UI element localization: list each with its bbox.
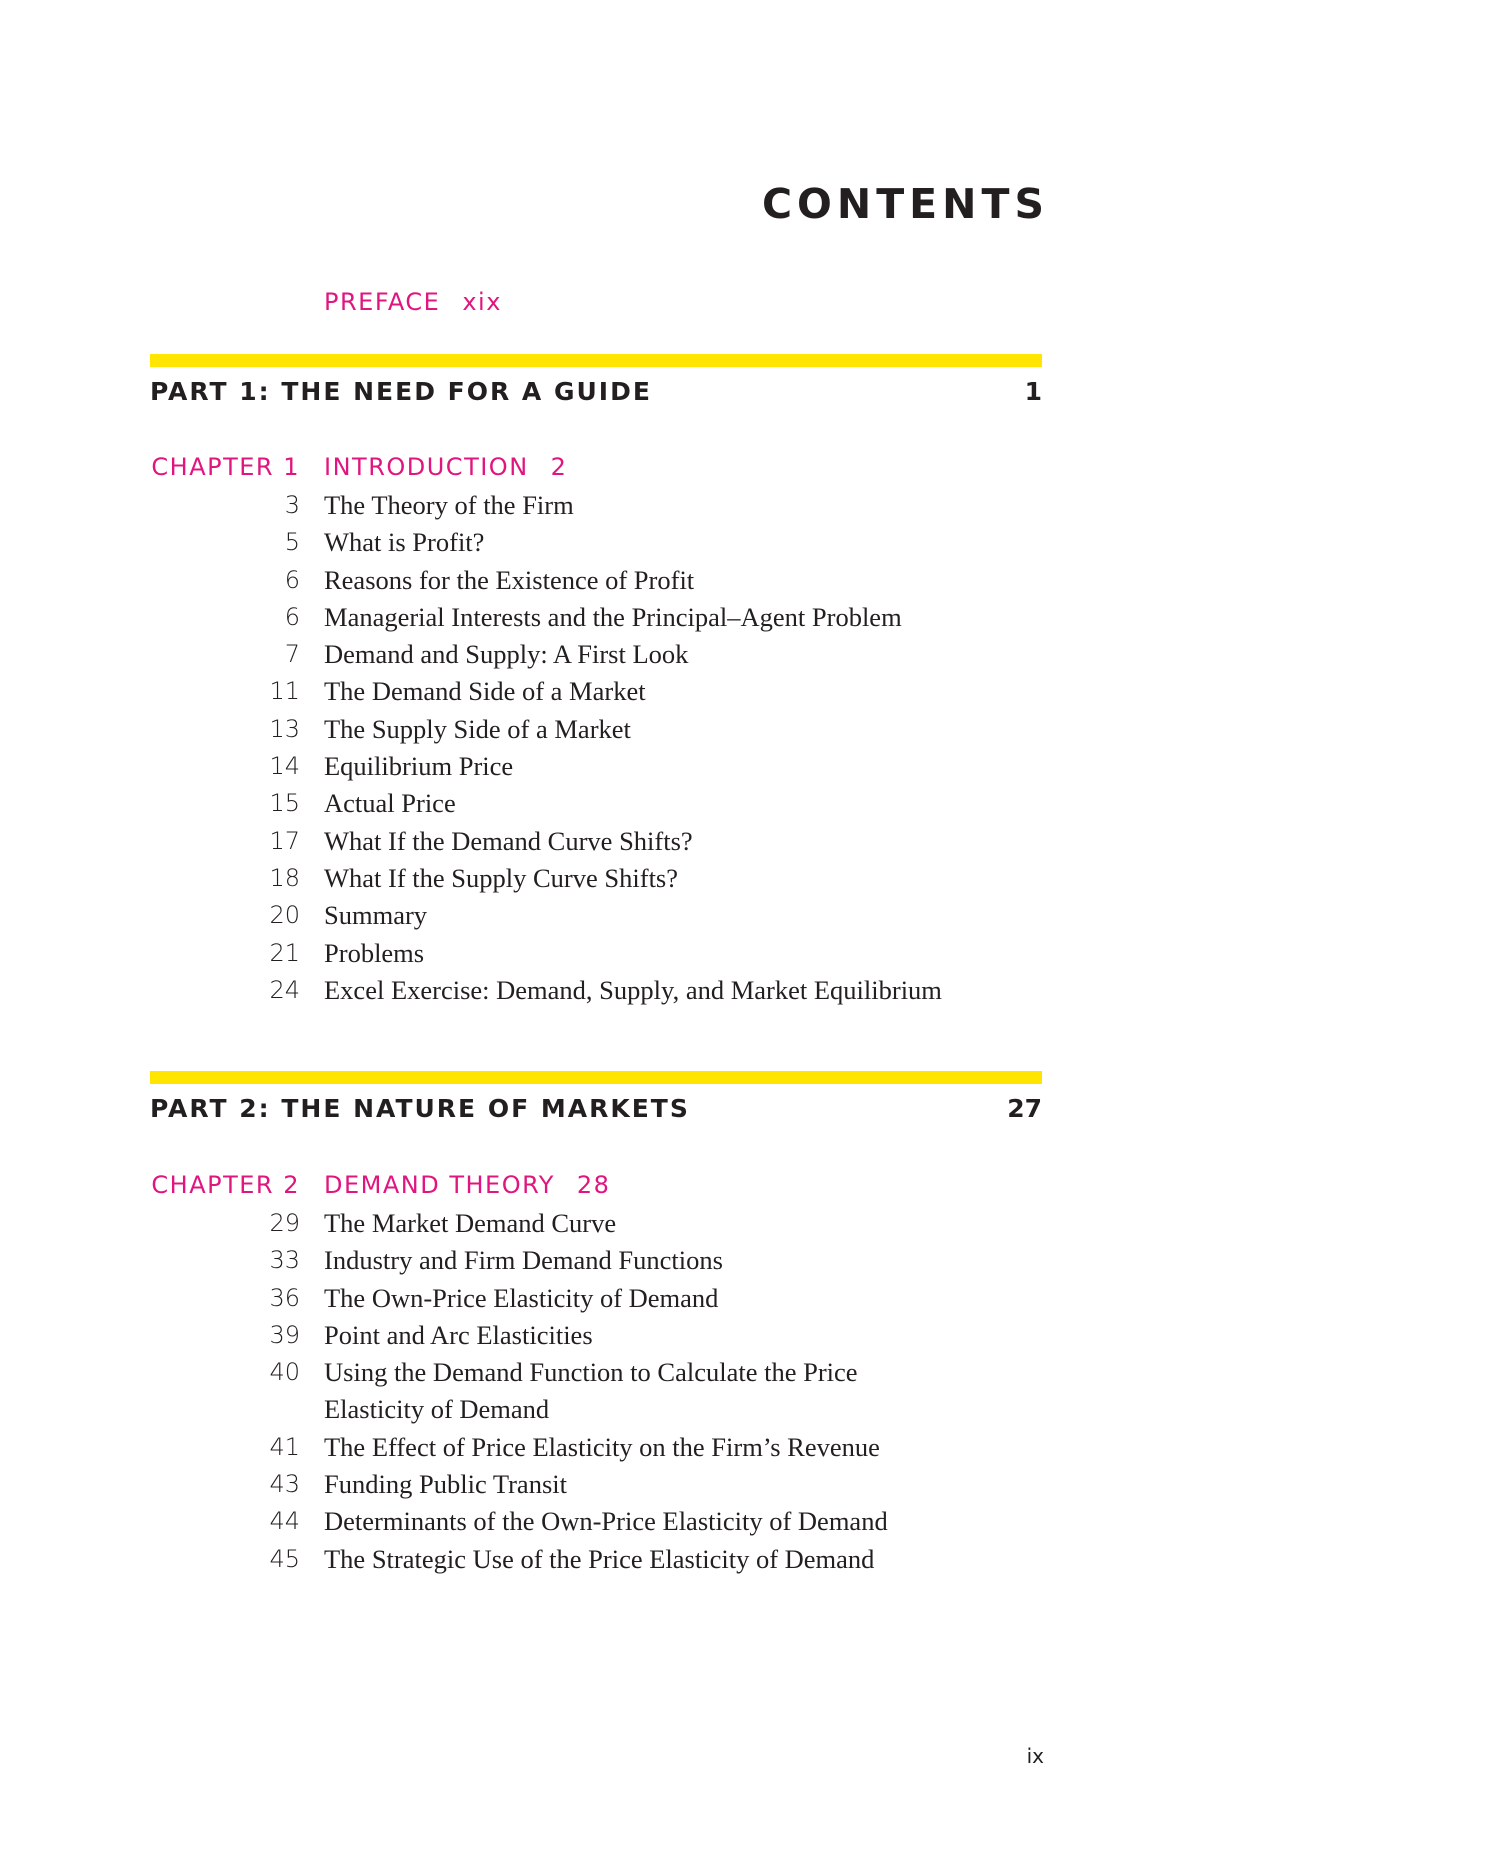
entry-page: 33 bbox=[269, 1246, 300, 1275]
entry-title: The Demand Side of a Market bbox=[324, 676, 646, 707]
toc-entry[interactable] bbox=[0, 897, 1100, 934]
toc-entry[interactable] bbox=[0, 1242, 1100, 1279]
entry-page: 5 bbox=[284, 528, 300, 557]
entry-page: 44 bbox=[269, 1507, 300, 1536]
entry-page: 6 bbox=[284, 602, 300, 631]
toc-entry[interactable] bbox=[0, 673, 1100, 710]
toc-entry[interactable] bbox=[0, 1317, 1100, 1354]
chapter-2-label: CHAPTER 2 bbox=[151, 1171, 300, 1199]
entry-title: What is Profit? bbox=[324, 527, 485, 558]
entry-page: 14 bbox=[269, 752, 300, 781]
entry-page: 3 bbox=[284, 491, 300, 519]
toc-entry[interactable] bbox=[0, 1280, 1100, 1317]
entry-page: 41 bbox=[269, 1432, 300, 1461]
entry-page: 24 bbox=[269, 975, 300, 1004]
entry-title: What If the Supply Curve Shifts? bbox=[324, 862, 679, 893]
part-2-title-row[interactable] bbox=[150, 1092, 1042, 1126]
entry-title: What If the Demand Curve Shifts? bbox=[324, 825, 693, 856]
entry-page: 18 bbox=[269, 863, 300, 892]
toc-entry[interactable] bbox=[0, 487, 1100, 524]
entry-page: 20 bbox=[269, 901, 300, 930]
entry-title: Actual Price bbox=[324, 788, 456, 819]
part-1-page: 1 bbox=[1024, 377, 1042, 406]
toc-entry[interactable] bbox=[0, 748, 1100, 785]
toc-entry[interactable] bbox=[0, 1466, 1100, 1503]
toc-entry[interactable] bbox=[0, 562, 1100, 599]
entry-title: Problems bbox=[324, 937, 425, 968]
page-folio: ix bbox=[1026, 1744, 1044, 1768]
entry-title: Demand and Supply: A First Look bbox=[324, 639, 689, 670]
preface-label: PREFACE bbox=[324, 288, 441, 316]
part-1-title-row[interactable] bbox=[150, 375, 1042, 409]
toc-entry[interactable] bbox=[0, 1429, 1100, 1466]
entry-title: Summary bbox=[324, 900, 428, 931]
entry-title: The Market Demand Curve bbox=[324, 1208, 617, 1238]
entry-page: 17 bbox=[269, 826, 300, 855]
chapter-1-heading[interactable] bbox=[0, 449, 1100, 485]
entry-title: The Supply Side of a Market bbox=[324, 713, 631, 744]
entry-title: Using the Demand Function to Calculate the Price Elasticity of Demand bbox=[324, 1357, 858, 1425]
toc-entry[interactable] bbox=[0, 823, 1100, 860]
toc-entry[interactable] bbox=[0, 1541, 1100, 1578]
entry-page: 45 bbox=[269, 1544, 300, 1573]
entry-page: 21 bbox=[269, 938, 300, 967]
entry-title: Industry and Firm Demand Functions bbox=[324, 1245, 723, 1276]
chapter-1-title-group bbox=[324, 449, 567, 485]
toc-entry[interactable] bbox=[0, 524, 1100, 561]
preface-entry[interactable] bbox=[324, 286, 502, 318]
entry-title: The Theory of the Firm bbox=[324, 490, 574, 520]
entry-title: Determinants of the Own-Price Elasticity of Demand bbox=[324, 1506, 888, 1537]
entry-title: Excel Exercise: Demand, Supply, and Market Equilibrium bbox=[324, 974, 942, 1005]
toc-entry[interactable] bbox=[0, 785, 1100, 822]
entry-title: The Strategic Use of the Price Elasticity of Demand bbox=[324, 1543, 875, 1574]
chapter-1-page: 2 bbox=[550, 453, 568, 481]
chapter-2-entries bbox=[0, 1205, 1100, 1578]
toc-entry[interactable] bbox=[0, 1503, 1100, 1540]
chapter-1-title: INTRODUCTION bbox=[324, 453, 529, 481]
entry-title: Funding Public Transit bbox=[324, 1469, 567, 1500]
chapter-2-page: 28 bbox=[576, 1171, 611, 1199]
part-2-bar bbox=[150, 1071, 1042, 1084]
entry-title: Reasons for the Existence of Profit bbox=[324, 564, 695, 595]
part-1-title: PART 1: THE NEED FOR A GUIDE bbox=[150, 377, 652, 406]
chapter-2-title: DEMAND THEORY bbox=[324, 1171, 555, 1199]
entry-page: 39 bbox=[269, 1320, 300, 1349]
toc-entry[interactable] bbox=[0, 711, 1100, 748]
chapter-1-entries bbox=[0, 487, 1100, 1009]
entry-page: 6 bbox=[284, 565, 300, 594]
toc-entry[interactable] bbox=[0, 636, 1100, 673]
entry-title: Managerial Interests and the Principal–Agent Problem bbox=[324, 601, 902, 632]
part-2-title: PART 2: THE NATURE OF MARKETS bbox=[150, 1094, 690, 1123]
entry-title: Point and Arc Elasticities bbox=[324, 1319, 593, 1350]
entry-page: 29 bbox=[269, 1209, 300, 1237]
entry-page: 43 bbox=[269, 1470, 300, 1499]
chapter-2-title-group bbox=[324, 1167, 610, 1203]
entry-page: 11 bbox=[269, 677, 300, 706]
entry-title: Equilibrium Price bbox=[324, 751, 514, 782]
chapter-2-heading[interactable] bbox=[0, 1167, 1100, 1203]
toc-entry[interactable] bbox=[0, 972, 1100, 1009]
toc-entry[interactable] bbox=[0, 935, 1100, 972]
entry-page: 7 bbox=[284, 640, 300, 669]
entry-page: 15 bbox=[269, 789, 300, 818]
entry-page: 40 bbox=[269, 1358, 300, 1387]
toc-entry[interactable] bbox=[0, 860, 1100, 897]
entry-page: 13 bbox=[269, 714, 300, 743]
toc-entry[interactable] bbox=[0, 1354, 1100, 1429]
part-2-page: 27 bbox=[1007, 1094, 1042, 1123]
preface-page: xix bbox=[462, 288, 502, 316]
chapter-1-label: CHAPTER 1 bbox=[151, 453, 300, 481]
toc-entry[interactable] bbox=[0, 599, 1100, 636]
toc-entry[interactable] bbox=[0, 1205, 1100, 1242]
contents-title: CONTENTS bbox=[761, 180, 1049, 228]
entry-title: The Effect of Price Elasticity on the Firm’s Revenue bbox=[324, 1431, 880, 1462]
entry-title: The Own-Price Elasticity of Demand bbox=[324, 1282, 719, 1313]
part-1-bar bbox=[150, 354, 1042, 367]
entry-page: 36 bbox=[269, 1283, 300, 1312]
